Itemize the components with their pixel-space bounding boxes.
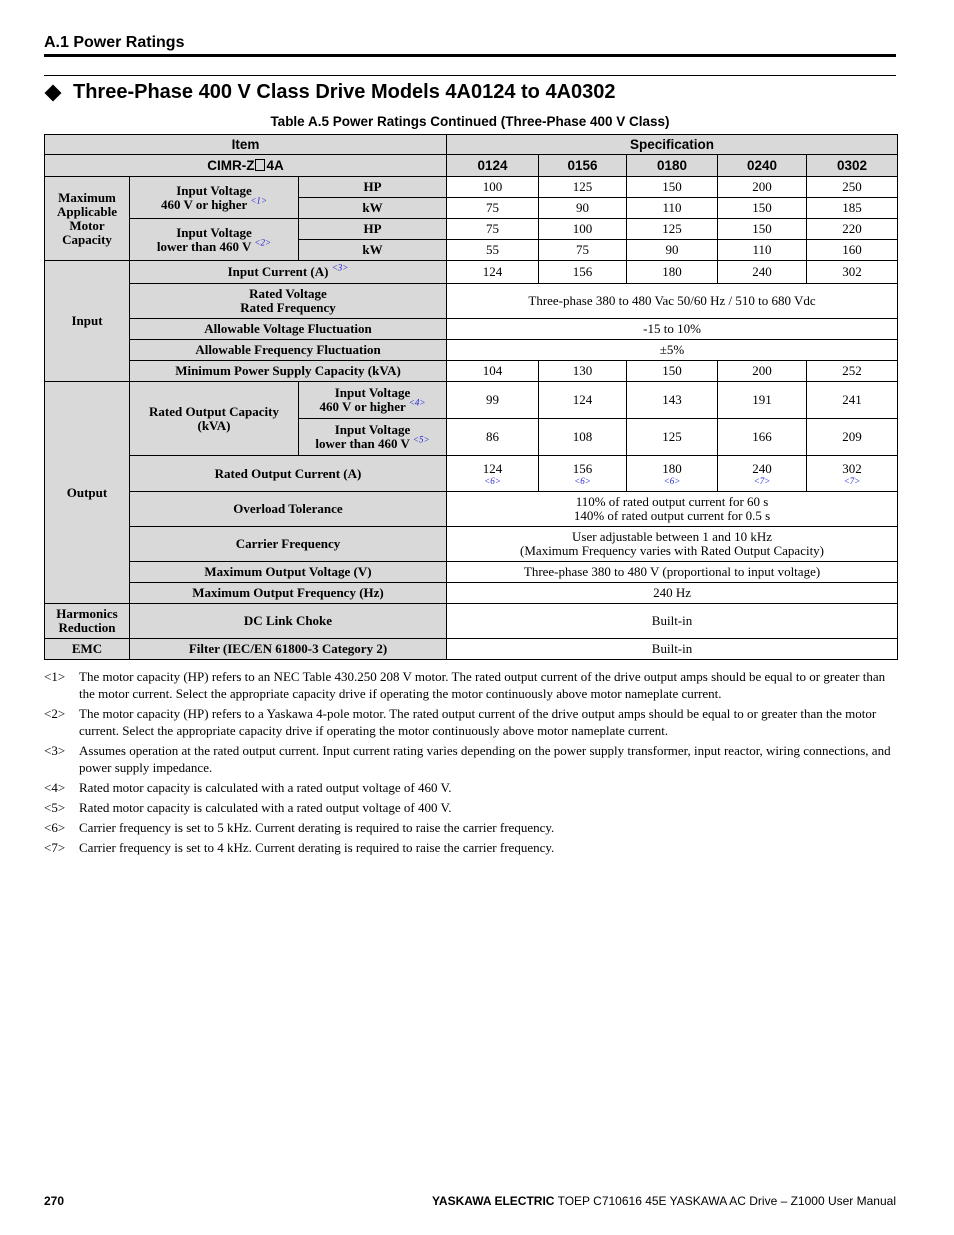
table-cell: 150 [627,361,718,382]
table-cell: 200 [718,361,807,382]
table-cell: 104 [447,361,539,382]
footnotes [44,668,898,859]
page-title-row [44,81,616,104]
table-cell: 124 [447,261,539,284]
emc-label: EMC [45,639,130,660]
table-cell: Built-in [447,639,898,660]
carrier-frequency-label: Carrier Frequency [130,527,447,562]
table-cell: 110 [627,198,718,219]
table-cell: Three-phase 380 to 480 Vac 50/60 Hz / 510 to 680 Vdc [447,284,898,319]
specification-header: Specification [447,135,898,155]
table-cell: 241 [807,382,898,419]
hp-unit-label: HP [299,219,447,240]
table-cell: 166 [718,419,807,456]
input-current-label: Input Current (A) $^{<3>}$ [130,261,447,284]
harmonics-reduction-label: Harmonics Reduction [45,604,130,639]
table-cell: 86 [447,419,539,456]
table-cell: 302 [807,261,898,284]
overload-tolerance-label: Overload Tolerance [130,492,447,527]
model-column-header: 0124 [447,155,539,177]
emc-filter-label: Filter (IEC/EN 61800-3 Category 2) [130,639,447,660]
table-cell: 240 [718,261,807,284]
table-cell: 180 <6> [627,456,718,492]
footnote: <5> Rated motor capacity is calculated with a rated output voltage of 400 V. [44,800,452,815]
table-cell: 252 [807,361,898,382]
table-cell: 250 [807,177,898,198]
footnote: <1> The motor capacity (HP) refers to an NEC Table 430.250 208 V motor. The rated output current of the drive output amps should be equal to or greater than the motor current. Select the appropriate capacity drive if operating the motor continuously above motor nameplate current. [44,669,886,701]
max-output-voltage-label: Maximum Output Voltage (V) [130,562,447,583]
kw-unit-label: kW [299,240,447,261]
section-heading: A.1 Power Ratings [44,34,185,51]
table-cell: 209 [807,419,898,456]
table-cell: User adjustable between 1 and 10 kHz (Maximum Frequency varies with Rated Output Capacity) [447,527,898,562]
footnote: <7> Carrier frequency is set to 4 kHz. Current derating is required to raise the carrier frequency. [44,840,555,855]
table-cell: 125 [627,219,718,240]
table-cell: 156 [539,261,627,284]
table-cell: 125 [627,419,718,456]
model-column-header: 0240 [718,155,807,177]
table-cell: 100 [539,219,627,240]
table-cell: 90 [539,198,627,219]
footnote: <6> Carrier frequency is set to 5 kHz. Current derating is required to raise the carrier frequency. [44,820,555,835]
header-rule [44,54,896,57]
input-voltage-high-label: Input Voltage 460 V or higher $^{<4>}$ [299,382,447,419]
model-column-header: 0302 [807,155,898,177]
footnote: <4> Rated motor capacity is calculated with a rated output voltage of 460 V. [44,780,452,795]
table-cell: 124 <6> [447,456,539,492]
table-cell: 75 [447,219,539,240]
table-cell: 130 [539,361,627,382]
table-cell: 160 [807,240,898,261]
table-cell: 150 [718,219,807,240]
table-cell: 100 [447,177,539,198]
page-title: Three-Phase 400 V Class Drive Models 4A0124 to 4A0302 [73,81,616,103]
kw-unit-label: kW [299,198,447,219]
rated-voltage-label: Rated Voltage Rated Frequency [130,284,447,319]
model-column-header: 0156 [539,155,627,177]
table-cell: 240 Hz [447,583,898,604]
table-cell: 110 [718,240,807,261]
table-cell: 124 [539,382,627,419]
item-header: Item [45,135,447,155]
table-cell: ±5% [447,340,898,361]
header-rule-thin [44,75,896,76]
table-cell: 75 [447,198,539,219]
checkbox-placeholder-icon [255,159,265,171]
table-cell: 156 <6> [539,456,627,492]
table-cell: -15 to 10% [447,319,898,340]
max-output-frequency-label: Maximum Output Frequency (Hz) [130,583,447,604]
table-cell: 110% of rated output current for 60 s 140% of rated output current for 0.5 s [447,492,898,527]
table-cell: 75 [539,240,627,261]
table-caption: Table A.5 Power Ratings Continued (Three-Phase 400 V Class) [270,114,670,129]
table-cell: 191 [718,382,807,419]
table-cell: Built-in [447,604,898,639]
table-cell: 302 <7> [807,456,898,492]
min-power-supply-label: Minimum Power Supply Capacity (kVA) [130,361,447,382]
table-cell: 55 [447,240,539,261]
table-cell: 220 [807,219,898,240]
table-cell: 90 [627,240,718,261]
dc-link-choke-label: DC Link Choke [130,604,447,639]
table-cell: 125 [539,177,627,198]
page-number: 270 [44,1194,65,1208]
diamond-bullet-icon [45,84,62,101]
hp-unit-label: HP [299,177,447,198]
table-cell: Three-phase 380 to 480 V (proportional to input voltage) [447,562,898,583]
input-group-label: Input [45,261,130,382]
input-voltage-low-label: Input Voltage lower than 460 V $^{<5>}$ [299,419,447,456]
table-cell: 150 [627,177,718,198]
table-cell: 99 [447,382,539,419]
input-voltage-low-label: Input Voltage lower than 460 V $^{<2>}$ [130,219,299,261]
max-motor-capacity-label: Maximum Applicable Motor Capacity [45,177,130,261]
rated-output-current-label: Rated Output Current (A) [130,456,447,492]
table-cell: 143 [627,382,718,419]
rated-output-capacity-label: Rated Output Capacity (kVA) [130,382,299,456]
power-ratings-table [44,134,898,660]
footnote: <3> Assumes operation at the rated output current. Input current rating varies depending on the power supply transformer, input reactor, wiring connections, and power supply impedance. [44,743,891,775]
table-cell: 180 [627,261,718,284]
table-cell: 185 [807,198,898,219]
allowable-voltage-label: Allowable Voltage Fluctuation [130,319,447,340]
table-cell: 108 [539,419,627,456]
table-cell: 240 <7> [718,456,807,492]
model-column-header: 0180 [627,155,718,177]
table-cell: 200 [718,177,807,198]
allowable-frequency-label: Allowable Frequency Fluctuation [130,340,447,361]
table-cell: 150 [718,198,807,219]
input-voltage-high-label: Input Voltage 460 V or higher $^{<1>}$ [130,177,299,219]
document-footer: YASKAWA ELECTRIC TOEP C710616 45E YASKAWA AC Drive – Z1000 User Manual [432,1194,896,1208]
footnote: <2> The motor capacity (HP) refers to a Yaskawa 4-pole motor. The rated output current of the drive output amps should be equal to or greater than the motor current. Select the appropriate capacity drive if operating the motor continuously above motor nameplate current. [44,706,877,738]
model-code-header: CIMR-Z 4A [45,155,447,177]
output-group-label: Output [45,382,130,604]
